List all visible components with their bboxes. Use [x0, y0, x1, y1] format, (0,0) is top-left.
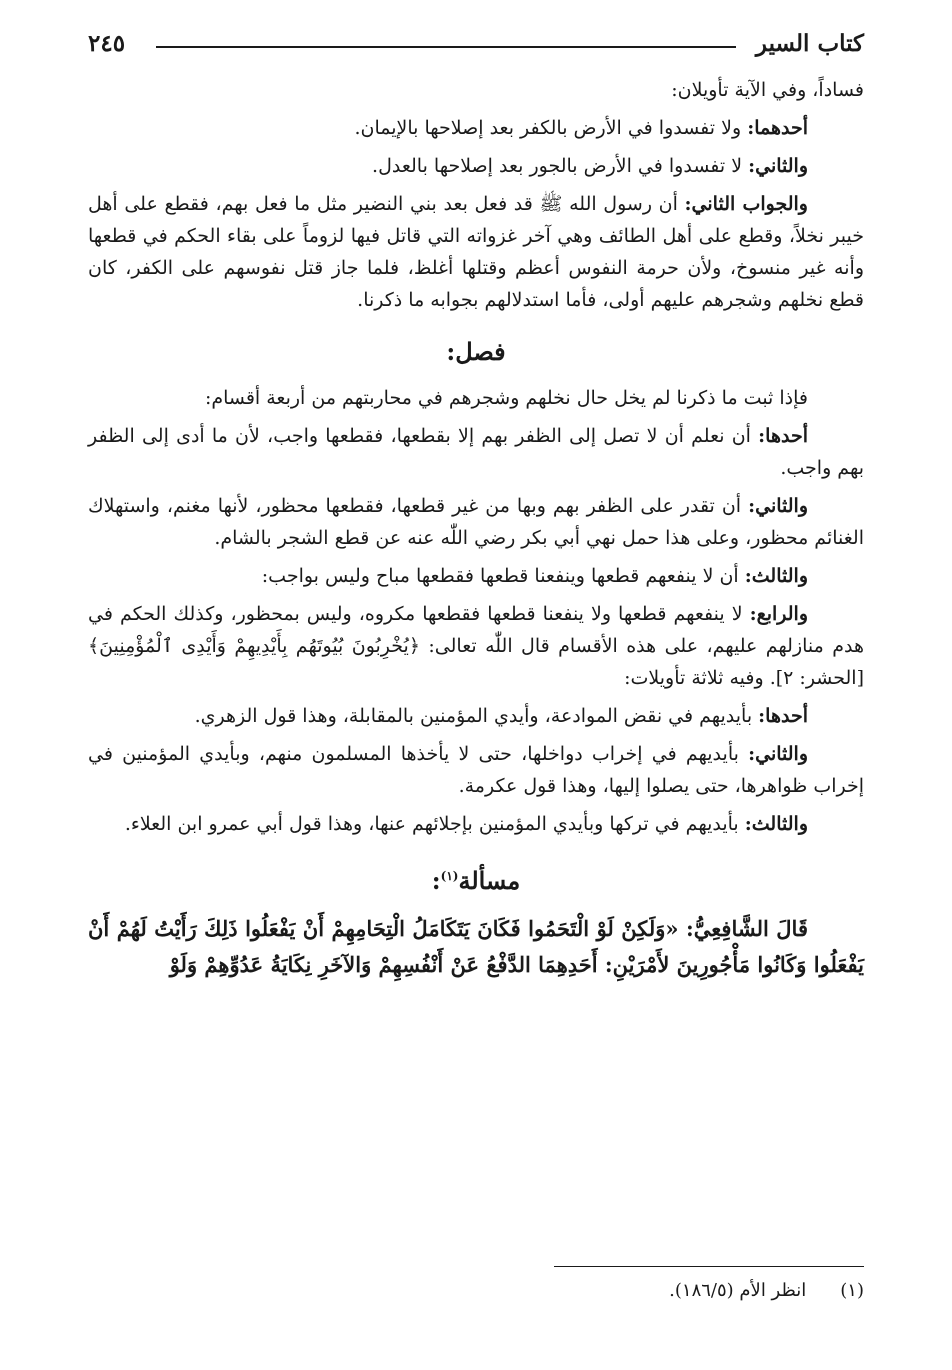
- paragraph-text: أن رسول الله ﷺ قد فعل بعد بني النضير مثل ما فعل بهم، فقطع على أهل خيبر نخلاً، وقطع على أهل الطائف وهي آخر غزواته التي قاتل فيها لزوماً على بقاء الحكم في قطعها وأنه غير منسوخ، ولأن حرمة النفوس أعظم وقتلها أغلظ، فلما جاز قتل نفوسهم على الكفر، كان قطع نخلهم وشجرهم عليهم أولى، فأما استدلالهم بجوابه ما ذكرنا.: [88, 193, 864, 311]
- paragraph: [88, 560, 864, 592]
- paragraph-label: أحدها:: [758, 425, 808, 447]
- paragraph-text: بأيديهم في تركها وبأيدي المؤمنين بإجلائهم عنها، وهذا قول أبي عمرو ابن العلاء.: [124, 813, 745, 835]
- paragraph-text: لا ينفعهم قطعها ولا ينفعنا قطعها فقطعها مكروه، وليس بمحظور، وكذلك الحكم في هدم منازلهم عليهم، على هذه الأقسام قال اللّٰه تعالى: ﴿يُخْرِبُونَ بُيُوتَهُم بِأَيْدِيهِمْ وَأَيْدِى ٱلْمُؤْمِنِينَ﴾ [الحشر: ٢]. وفيه ثلاثة تأويلات:: [88, 603, 864, 689]
- paragraph-label: والثالث:: [744, 565, 808, 587]
- paragraph-label: والثاني:: [748, 495, 808, 517]
- running-title: كتاب السير: [755, 30, 864, 57]
- paragraph: [88, 808, 864, 840]
- paragraph: فساداً، وفي الآية تأويلان:: [671, 79, 864, 101]
- matn-text: قَالَ الشَّافِعِيُّ: «وَلَكِنْ لَوْ الْتَحَمُوا فَكَانَ يَتَكَامَلُ الْتِحَامِهِمْ أَنْ يَفْعَلُوا ذَلِكَ رَأَيْتُ لَهُمْ أَنْ يَفْعَلُوا وَكَانُوا مَأْجُورِينَ لأَمْرَيْنِ: أَحَدِهِمَا الدَّفْعُ عَنْ أَنْفُسِهِمْ وَالآخَرِ نِكَايَةُ عَدُوِّهِمْ وَلَوْ: [88, 916, 864, 977]
- paragraph-text: أن نعلم أن لا تصل إلى الظفر بهم إلا بقطعها، فقطعها واجب، لأن ما أدى إلى الظفر بهم واجب.: [88, 425, 864, 479]
- paragraph-label: والرابع:: [749, 603, 808, 625]
- paragraph-text: بأيديهم في إخراب دواخلها، حتى لا يأخذها المسلمون منهم، وبأيدي المؤمنين في إخراب ظواهرها، حتى يصلوا إليها، وهذا قول عكرمة.: [88, 743, 864, 797]
- paragraph-label: أحدهما:: [747, 117, 808, 139]
- paragraph: [88, 490, 864, 554]
- paragraph: [88, 150, 864, 182]
- paragraph: [88, 112, 864, 144]
- paragraph: [88, 738, 864, 802]
- page-body: [88, 74, 864, 989]
- footnote-reference: (١): [440, 869, 459, 883]
- masala-heading-text: مسألة: [458, 866, 521, 895]
- footnote-text: انظر الأم (١٨٦/٥).: [669, 1280, 807, 1301]
- paragraph-text: ولا تفسدوا في الأرض بالكفر بعد إصلاحها بالإيمان.: [354, 117, 748, 139]
- masala-heading-colon: :: [431, 866, 441, 895]
- paragraph: [88, 188, 864, 316]
- paragraph-label: والثالث:: [744, 813, 808, 835]
- page-header: [88, 30, 864, 66]
- paragraph-label: أحدها:: [758, 705, 808, 727]
- paragraph: [88, 598, 864, 694]
- paragraph-text: لا تفسدوا في الأرض بالجور بعد إصلاحها بالعدل.: [372, 155, 749, 177]
- paragraph-text: بأيديهم في نقض الموادعة، وأيدي المؤمنين بالمقابلة، وهذا قول الزهري.: [194, 705, 759, 727]
- paragraph-text: أن تقدر على الظفر بهم وبها من غير قطعها، فقطعها محظور، لأنها مغنم، واستهلاك الغنائم محظور، وعلى هذا حمل نهي أبي بكر رضي اللّٰه عنه عن قطع الشجر بالشام.: [88, 495, 864, 549]
- footnote-number: (١): [840, 1280, 864, 1301]
- paragraph-label: والثاني:: [748, 155, 808, 177]
- section-heading: فصل:: [446, 337, 506, 366]
- header-rule: [156, 46, 736, 48]
- paragraph: فإذا ثبت ما ذكرنا لم يخل حال نخلهم وشجرهم في محاربتهم من أربعة أقسام:: [204, 387, 808, 409]
- footnote-rule: [554, 1266, 864, 1267]
- footnote: [669, 1280, 864, 1301]
- paragraph-text: أن لا ينفعهم قطعها وينفعنا قطعها فقطعها مباح وليس بواجب:: [261, 565, 745, 587]
- paragraph-label: والجواب الثاني:: [684, 193, 808, 215]
- masala-heading: [88, 860, 864, 897]
- page-number: ٢٤٥: [88, 30, 126, 57]
- paragraph: [88, 420, 864, 484]
- paragraph: [88, 700, 864, 732]
- paragraph-label: والثاني:: [748, 743, 808, 765]
